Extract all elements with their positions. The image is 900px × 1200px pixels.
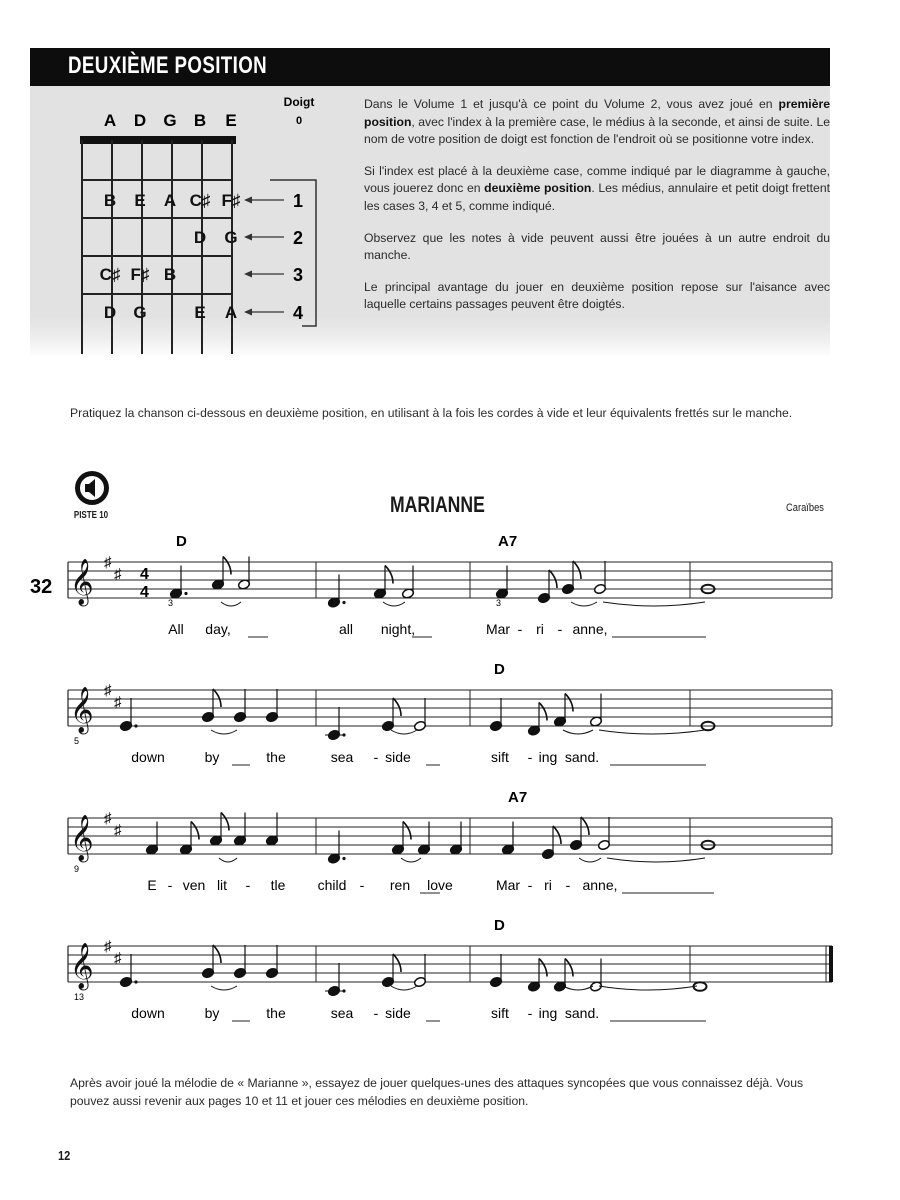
- time-signature-bottom: 4: [140, 584, 149, 601]
- fretboard-nut: [80, 136, 236, 144]
- staff-system: [68, 917, 833, 1021]
- note: [537, 570, 557, 604]
- lyric-syllable: Mar: [495, 877, 521, 893]
- lyric-syllable: ren: [389, 877, 411, 893]
- note-flag: [403, 822, 411, 840]
- fret-note-label: C♯: [99, 265, 121, 284]
- lyric-syllable: ing: [538, 749, 558, 765]
- finger-arrow-head: [244, 197, 252, 204]
- note: [233, 945, 246, 979]
- note: [381, 698, 401, 732]
- closing-text: Après avoir joué la mélodie de « Marianne », essayez de jouer quelques-unes des attaques syncopées que vous connaissez déjà. Vous pouvez aussi revenir aux pages 10 et 11 et jouer ces mélodies en deuxième position.: [70, 1076, 804, 1108]
- fret-note-label: E: [134, 191, 146, 210]
- track-label: PISTE 10: [73, 510, 109, 521]
- note-flag: [393, 698, 401, 716]
- measure-number: 13: [74, 992, 85, 1002]
- note-flag: [539, 703, 547, 721]
- note-dot: [342, 601, 345, 604]
- lyric-syllable: -: [167, 877, 173, 893]
- note-flag: [213, 689, 221, 707]
- fingering-number: 3: [168, 598, 174, 608]
- lyric-syllable: -: [557, 621, 563, 637]
- page-number: 12: [58, 1148, 71, 1163]
- open-string-label: A: [103, 111, 117, 130]
- tie-arc: [391, 986, 417, 990]
- fret-note-label: B: [163, 265, 177, 284]
- lyric-syllable: All: [168, 621, 184, 637]
- lyric-syllable: down: [131, 1005, 165, 1021]
- note-flag: [539, 959, 547, 977]
- measure-number: 5: [74, 736, 80, 746]
- intro-text: [364, 96, 830, 328]
- song-title: MARIANNE: [390, 492, 485, 517]
- fret-note-label: G: [224, 228, 238, 247]
- lyric-syllable: -: [245, 877, 251, 893]
- lyric-syllable: sift: [491, 749, 509, 765]
- lyric-syllable: E: [147, 877, 157, 893]
- song-credit: Caraïbes: [786, 502, 824, 514]
- open-string-label: E: [225, 111, 237, 130]
- fret-note-label: F♯: [221, 191, 241, 210]
- lyric-syllable: all: [338, 621, 354, 637]
- intro-paragraph-2: Si l'index est placé à la deuxième case, comme indiqué par le diagramme à gauche, vous jouerez donc en deuxième position. Les médius, annulaire et petit doigt frettent les cases 3, 4 et 5, comme indiqué.: [364, 163, 830, 213]
- note: [325, 963, 346, 997]
- chord-symbol: A7: [508, 789, 528, 806]
- tie-arc: [221, 602, 241, 606]
- exercise-number: 32: [30, 576, 53, 598]
- key-signature-sharp: ♯: [114, 950, 122, 967]
- note: [119, 954, 137, 988]
- time-signature-top: 4: [140, 566, 149, 583]
- note-flag: [565, 959, 573, 977]
- note-flag: [565, 694, 573, 712]
- lyric-syllable: ing: [538, 1005, 558, 1021]
- tie-arc: [383, 602, 405, 606]
- lyric-syllable: -: [527, 1005, 533, 1021]
- intro-paragraph-4: Le principal avantage du jouer en deuxième position repose sur l'aisance avec laquelle certains passages peuvent être doigtés.: [364, 279, 830, 312]
- lyric-syllable: side: [385, 1005, 411, 1021]
- tie-arc: [211, 730, 237, 734]
- note-flag: [213, 945, 221, 963]
- finger-number: 4: [292, 303, 304, 323]
- lyric-syllable: sea: [330, 1005, 354, 1021]
- intro-paragraph-1: Dans le Volume 1 et jusqu'à ce point du Volume 2, vous avez joué en première position, avec l'index à la première case, le médius à la seconde, et ainsi de suite. Le nom de votre position de doigt est fonction de l'endroit où se positionne votre index.: [364, 97, 830, 147]
- lyric-syllable: sand.: [564, 749, 600, 765]
- lyric-syllable: night,: [380, 621, 416, 637]
- tie-arc: [563, 730, 593, 734]
- staff-system: [68, 533, 832, 637]
- lyric-syllable: anne,: [582, 877, 618, 893]
- measure-number: 9: [74, 864, 80, 874]
- note-flag: [573, 561, 581, 579]
- lyric-syllable: by: [204, 749, 220, 765]
- key-signature-sharp: ♯: [114, 694, 122, 711]
- finger-arrow-head: [244, 234, 252, 241]
- lyric-syllable: down: [131, 749, 165, 765]
- lyric-syllable: lit: [216, 877, 228, 893]
- lyric-syllable: sift: [491, 1005, 509, 1021]
- intro-paragraph-3: Observez que les notes à vide peuvent aussi être jouées à un autre endroit du manche.: [364, 230, 830, 263]
- treble-clef: 𝄞: [70, 944, 94, 988]
- tie-arc: [607, 858, 705, 862]
- doigt-label: Doigt: [283, 95, 315, 109]
- lyric-syllable: Mar: [485, 621, 511, 637]
- note-dot: [134, 980, 137, 983]
- lyric-syllable: anne,: [572, 621, 608, 637]
- note-flag: [223, 557, 231, 575]
- lyric-syllable: sea: [330, 749, 354, 765]
- treble-clef: 𝄞: [70, 816, 94, 860]
- note-dot: [184, 592, 187, 595]
- note: [201, 945, 221, 979]
- treble-clef: 𝄞: [70, 688, 94, 732]
- tie-arc: [579, 858, 601, 862]
- open-string-label: G: [163, 111, 177, 130]
- lyric-syllable: ven: [182, 877, 206, 893]
- chord-symbol: D: [494, 917, 505, 934]
- note: [413, 954, 426, 988]
- note: [119, 698, 137, 732]
- treble-clef: 𝄞: [70, 560, 94, 604]
- lyric-syllable: tle: [270, 877, 286, 893]
- open-string-label: D: [133, 111, 147, 130]
- tie-arc: [571, 602, 597, 606]
- lyric-syllable: side: [385, 749, 411, 765]
- note-flag: [393, 954, 401, 972]
- tie-arc: [599, 986, 697, 990]
- finger-number: 3: [292, 265, 304, 285]
- lyric-syllable: love: [427, 877, 453, 893]
- finger-arrow-head: [244, 271, 252, 278]
- lyric-syllable: the: [266, 1005, 286, 1021]
- chord-symbol: D: [176, 533, 187, 550]
- tie-arc: [563, 986, 593, 990]
- lyric-syllable: sand.: [564, 1005, 600, 1021]
- key-signature-sharp: ♯: [104, 682, 112, 699]
- lyric-syllable: -: [373, 1005, 379, 1021]
- note: [597, 817, 610, 851]
- open-string-label: B: [193, 111, 207, 130]
- note: [265, 689, 278, 723]
- lyric-syllable: -: [359, 877, 365, 893]
- lyric-syllable: ri: [536, 621, 544, 637]
- lyric-syllable: ri: [544, 877, 552, 893]
- note: [201, 689, 221, 723]
- note: [489, 954, 502, 988]
- fret-note-label: D: [193, 228, 207, 247]
- note-flag: [553, 826, 561, 844]
- doigt-open-number: 0: [295, 115, 303, 127]
- fret-note-label: F♯: [130, 265, 150, 284]
- staff-system: [68, 789, 832, 893]
- lyric-syllable: by: [204, 1005, 220, 1021]
- key-signature-sharp: ♯: [104, 554, 112, 571]
- fret-note-label: G: [133, 303, 147, 322]
- fret-note-label: E: [194, 303, 206, 322]
- lyric-syllable: -: [527, 877, 533, 893]
- note: [381, 954, 401, 988]
- note: [233, 689, 246, 723]
- chord-symbol: D: [494, 661, 505, 678]
- lyric-syllable: -: [565, 877, 571, 893]
- note-dot: [342, 857, 345, 860]
- practice-instructions: Pratiquez la chanson ci-dessous en deuxième position, en utilisant à la fois les cordes à vide et leur équivalents frettés sur le manche.: [70, 406, 793, 420]
- fret-note-label: A: [163, 191, 177, 210]
- key-signature-sharp: ♯: [114, 566, 122, 583]
- note: [569, 817, 589, 851]
- section-title: DEUXIÈME POSITION: [68, 52, 268, 79]
- fingering-number: 3: [496, 598, 502, 608]
- note-dot: [134, 724, 137, 727]
- lyric-syllable: -: [373, 749, 379, 765]
- chord-symbol: A7: [498, 533, 518, 550]
- note: [561, 561, 581, 595]
- key-signature-sharp: ♯: [104, 938, 112, 955]
- tie-arc: [391, 730, 417, 734]
- key-signature-sharp: ♯: [114, 822, 122, 839]
- staff-system: [68, 661, 832, 765]
- tie-arc: [211, 986, 237, 990]
- music-score: [0, 520, 900, 1040]
- fret-note-label: A: [224, 303, 238, 322]
- note-flag: [221, 813, 229, 831]
- final-barline-thick: [829, 946, 833, 982]
- fret-note-label: D: [103, 303, 117, 322]
- lyric-syllable: child: [317, 877, 347, 893]
- audio-track-icon[interactable]: [72, 470, 112, 510]
- tie-arc: [603, 602, 705, 606]
- fret-note-label: C♯: [189, 191, 211, 210]
- tie-arc: [401, 858, 421, 862]
- note-flag: [385, 566, 393, 584]
- finger-number: 2: [292, 228, 304, 248]
- note: [265, 945, 278, 979]
- note: [489, 698, 502, 732]
- note-flag: [549, 570, 557, 588]
- fret-note-label: B: [103, 191, 117, 210]
- tie-arc: [599, 730, 705, 734]
- finger-number: 1: [292, 191, 304, 211]
- note: [413, 698, 426, 732]
- note: [325, 707, 346, 741]
- lyric-syllable: -: [517, 621, 523, 637]
- lyric-syllable: the: [266, 749, 286, 765]
- lyric-syllable: -: [527, 749, 533, 765]
- lyric-syllable: day,: [205, 621, 231, 637]
- note-flag: [581, 817, 589, 835]
- tie-arc: [219, 858, 237, 862]
- note: [593, 561, 606, 595]
- fingering-number: 0: [328, 598, 334, 608]
- note: [541, 826, 561, 860]
- finger-arrow-head: [244, 309, 252, 316]
- note-flag: [191, 822, 199, 840]
- key-signature-sharp: ♯: [104, 810, 112, 827]
